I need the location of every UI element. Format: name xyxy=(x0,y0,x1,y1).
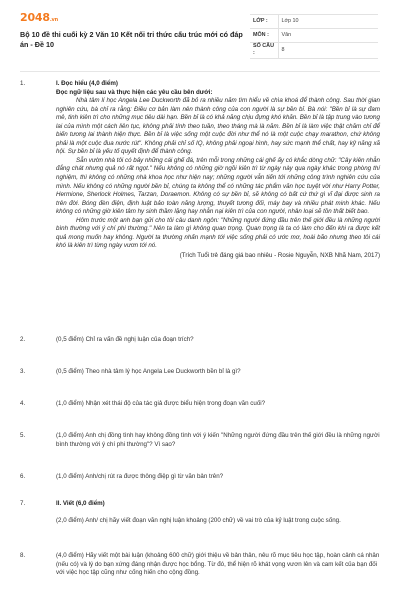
question-text: (1,0 điểm) Nhận xét thái độ của tác giả được biểu hiện trong đoạn văn cuối? xyxy=(56,400,266,407)
passage-paragraph: Sẵn vườn nhà tôi có bảy những cái ghế đá, trên mỗi trong những cái ghế ấy có khắc dòng chữ: "Cây kiên nhẫn đắng chát nhưng quả nó rất ngọt." Nếu không có những giờ ngồi kiên trì từ ngày này qua ngày khác trong phòng thí nghiệm, thì không có những nhà khoa học như hiện nay; những người vẫn tiến tới những công trình nghiên cứu của mình. Nếu không có những người bền bỉ, chúng ta không thể có những tác phẩm văn học tuyệt vời như Harry Potter, Hermione, Sherlock Holmes, Tarzan, Doraemon. Không có sự bền bỉ, sẽ không có bất cứ thứ gì vĩ đại được sinh ra trên đời. Bóng đèn điện, định luật bảo toàn năng lượng, thuyết tương đối, máy bay và nhiều phát minh khác. Nếu không có những giờ kiên tâm hy sinh thầm lặng hay nhẫn nại kiên trì của con người, nhân loại sẽ tồn thất biết bao. xyxy=(56,156,380,216)
info-row-count xyxy=(250,43,378,59)
passage-paragraph: Nhà tâm lí học Angela Lee Duckworth đã bỏ ra nhiều năm tìm hiểu về chìa khoá để thành công. Sau thời gian nghiên cứu, bà chỉ ra rằng: Điều cơ bản làm nên thành công của con người là sự bền bỉ. Bà nói: "Bền bỉ là sự đam mê, tinh kiên trì cho những mục tiêu dài hạn. Bền bỉ là có khả năng chịu đựng khó khăn. Bền bỉ là tập trung vào tương lai của mình một cách liên tục, không phải tính theo tuần, theo tháng mà là năm. Bền bỉ là làm việc thật chăm chỉ để biến tương lai thành hiện thực. Bền bỉ là việc sống một cuộc đời như thể nó là một cuộc chạy marathon, chứ không phải là một cuộc đua nước rút". Không phải chỉ số IQ, không phải ngoại hình, hay sức mạnh thể chất, hay kỹ năng xã hội. Sự bền bỉ là yếu tố quyết định để thành công. xyxy=(56,97,380,156)
instruction: Đọc ngữ liệu sau và thực hiện các yêu cầu bên dưới: xyxy=(56,88,213,96)
site-logo[interactable] xyxy=(20,10,58,25)
info-label: SỐ CÂU : xyxy=(250,43,278,59)
info-label: MÔN : xyxy=(250,29,278,43)
exam-info-table xyxy=(250,14,378,59)
info-row-subject xyxy=(250,29,378,43)
document-title: Bộ 10 đề thi cuối kỳ 2 Văn 10 Kết nối tri thức cấu trúc mới có đáp án - Đề 10 xyxy=(20,30,243,49)
question-number: 5. xyxy=(20,432,26,439)
question-body xyxy=(56,80,380,260)
question-number: 4. xyxy=(20,400,26,407)
info-label: LỚP : xyxy=(250,15,278,29)
question-number: 6. xyxy=(20,473,26,480)
question-text: (2,0 điểm) Anh/ chị hãy viết đoạn văn nghị luận khoảng (200 chữ) về vai trò của kỷ luật trong cuộc sống. xyxy=(56,516,341,524)
question-body xyxy=(56,500,380,525)
logo-tld: .vn xyxy=(49,17,58,23)
passage-citation: (Trích Tuổi trẻ đáng giá bao nhiêu - Rosie Nguyễn, NXB Nhã Nam, 2017) xyxy=(179,251,380,259)
question-number: 2. xyxy=(20,336,26,343)
info-row-class xyxy=(250,15,378,29)
question-number: 7. xyxy=(20,500,26,507)
section-heading-reading: I. Đọc hiểu (4,0 điểm) xyxy=(56,80,118,87)
section-heading-writing: II. Viết (6,0 điểm) xyxy=(56,500,105,507)
question-text: (1,0 điểm) Anh chị đồng tình hay không đồng tình với ý kiến "Những người đứng đầu trên thế giới đều là những người bình thường với ý chí phi thường"? Vì sao? xyxy=(56,432,380,448)
question-number: 8. xyxy=(20,552,26,559)
header-divider xyxy=(20,71,380,72)
info-value: Văn xyxy=(278,29,378,43)
info-value: Lớp 10 xyxy=(278,15,378,29)
question-text: (0,5 điểm) Chỉ ra vấn đề nghị luận của đoạn trích? xyxy=(56,336,194,343)
logo-main: 2048 xyxy=(20,11,50,24)
reading-passage xyxy=(56,97,380,251)
question-text: (0,5 điểm) Theo nhà tâm lý học Angela Lee Duckworth bền bỉ là gì? xyxy=(56,368,241,375)
passage-paragraph: Hôm trước một anh bạn gửi cho tôi câu danh ngôn: "Những người đứng đầu trên thế giới đều là những người bình thường với ý chí phi thường." Nên ta làm gì không quan trọng. Quan trọng là ta có làm cho đến khi ra được kết quả mong muốn hay không. Người ta thường nhấn mạnh tới việc sống phải có ước mơ, hoài bão nhưng theo tôi cái khó là kiên trì từng ngày vươn tới nó. xyxy=(56,216,380,250)
question-number: 1. xyxy=(20,80,26,87)
question-text: (4,0 điểm) Hãy viết một bài luận (khoảng 600 chữ) giới thiệu về bản thân, nêu rõ mục tiêu học tập, hoàn cảnh cá nhân (nếu có) và lý do bạn xứng đáng nhận được học bổng. Từ đó, thể hiện rõ khát vọng vươn lên và cam kết của bạn đối với việc học tập cũng như cống hiến cho cộng đồng. xyxy=(56,552,380,577)
question-number: 3. xyxy=(20,368,26,375)
info-value: 8 xyxy=(278,43,378,59)
question-text: (1,0 điểm) Anh/chị rút ra được thông điệp gì từ văn bản trên? xyxy=(56,473,224,480)
